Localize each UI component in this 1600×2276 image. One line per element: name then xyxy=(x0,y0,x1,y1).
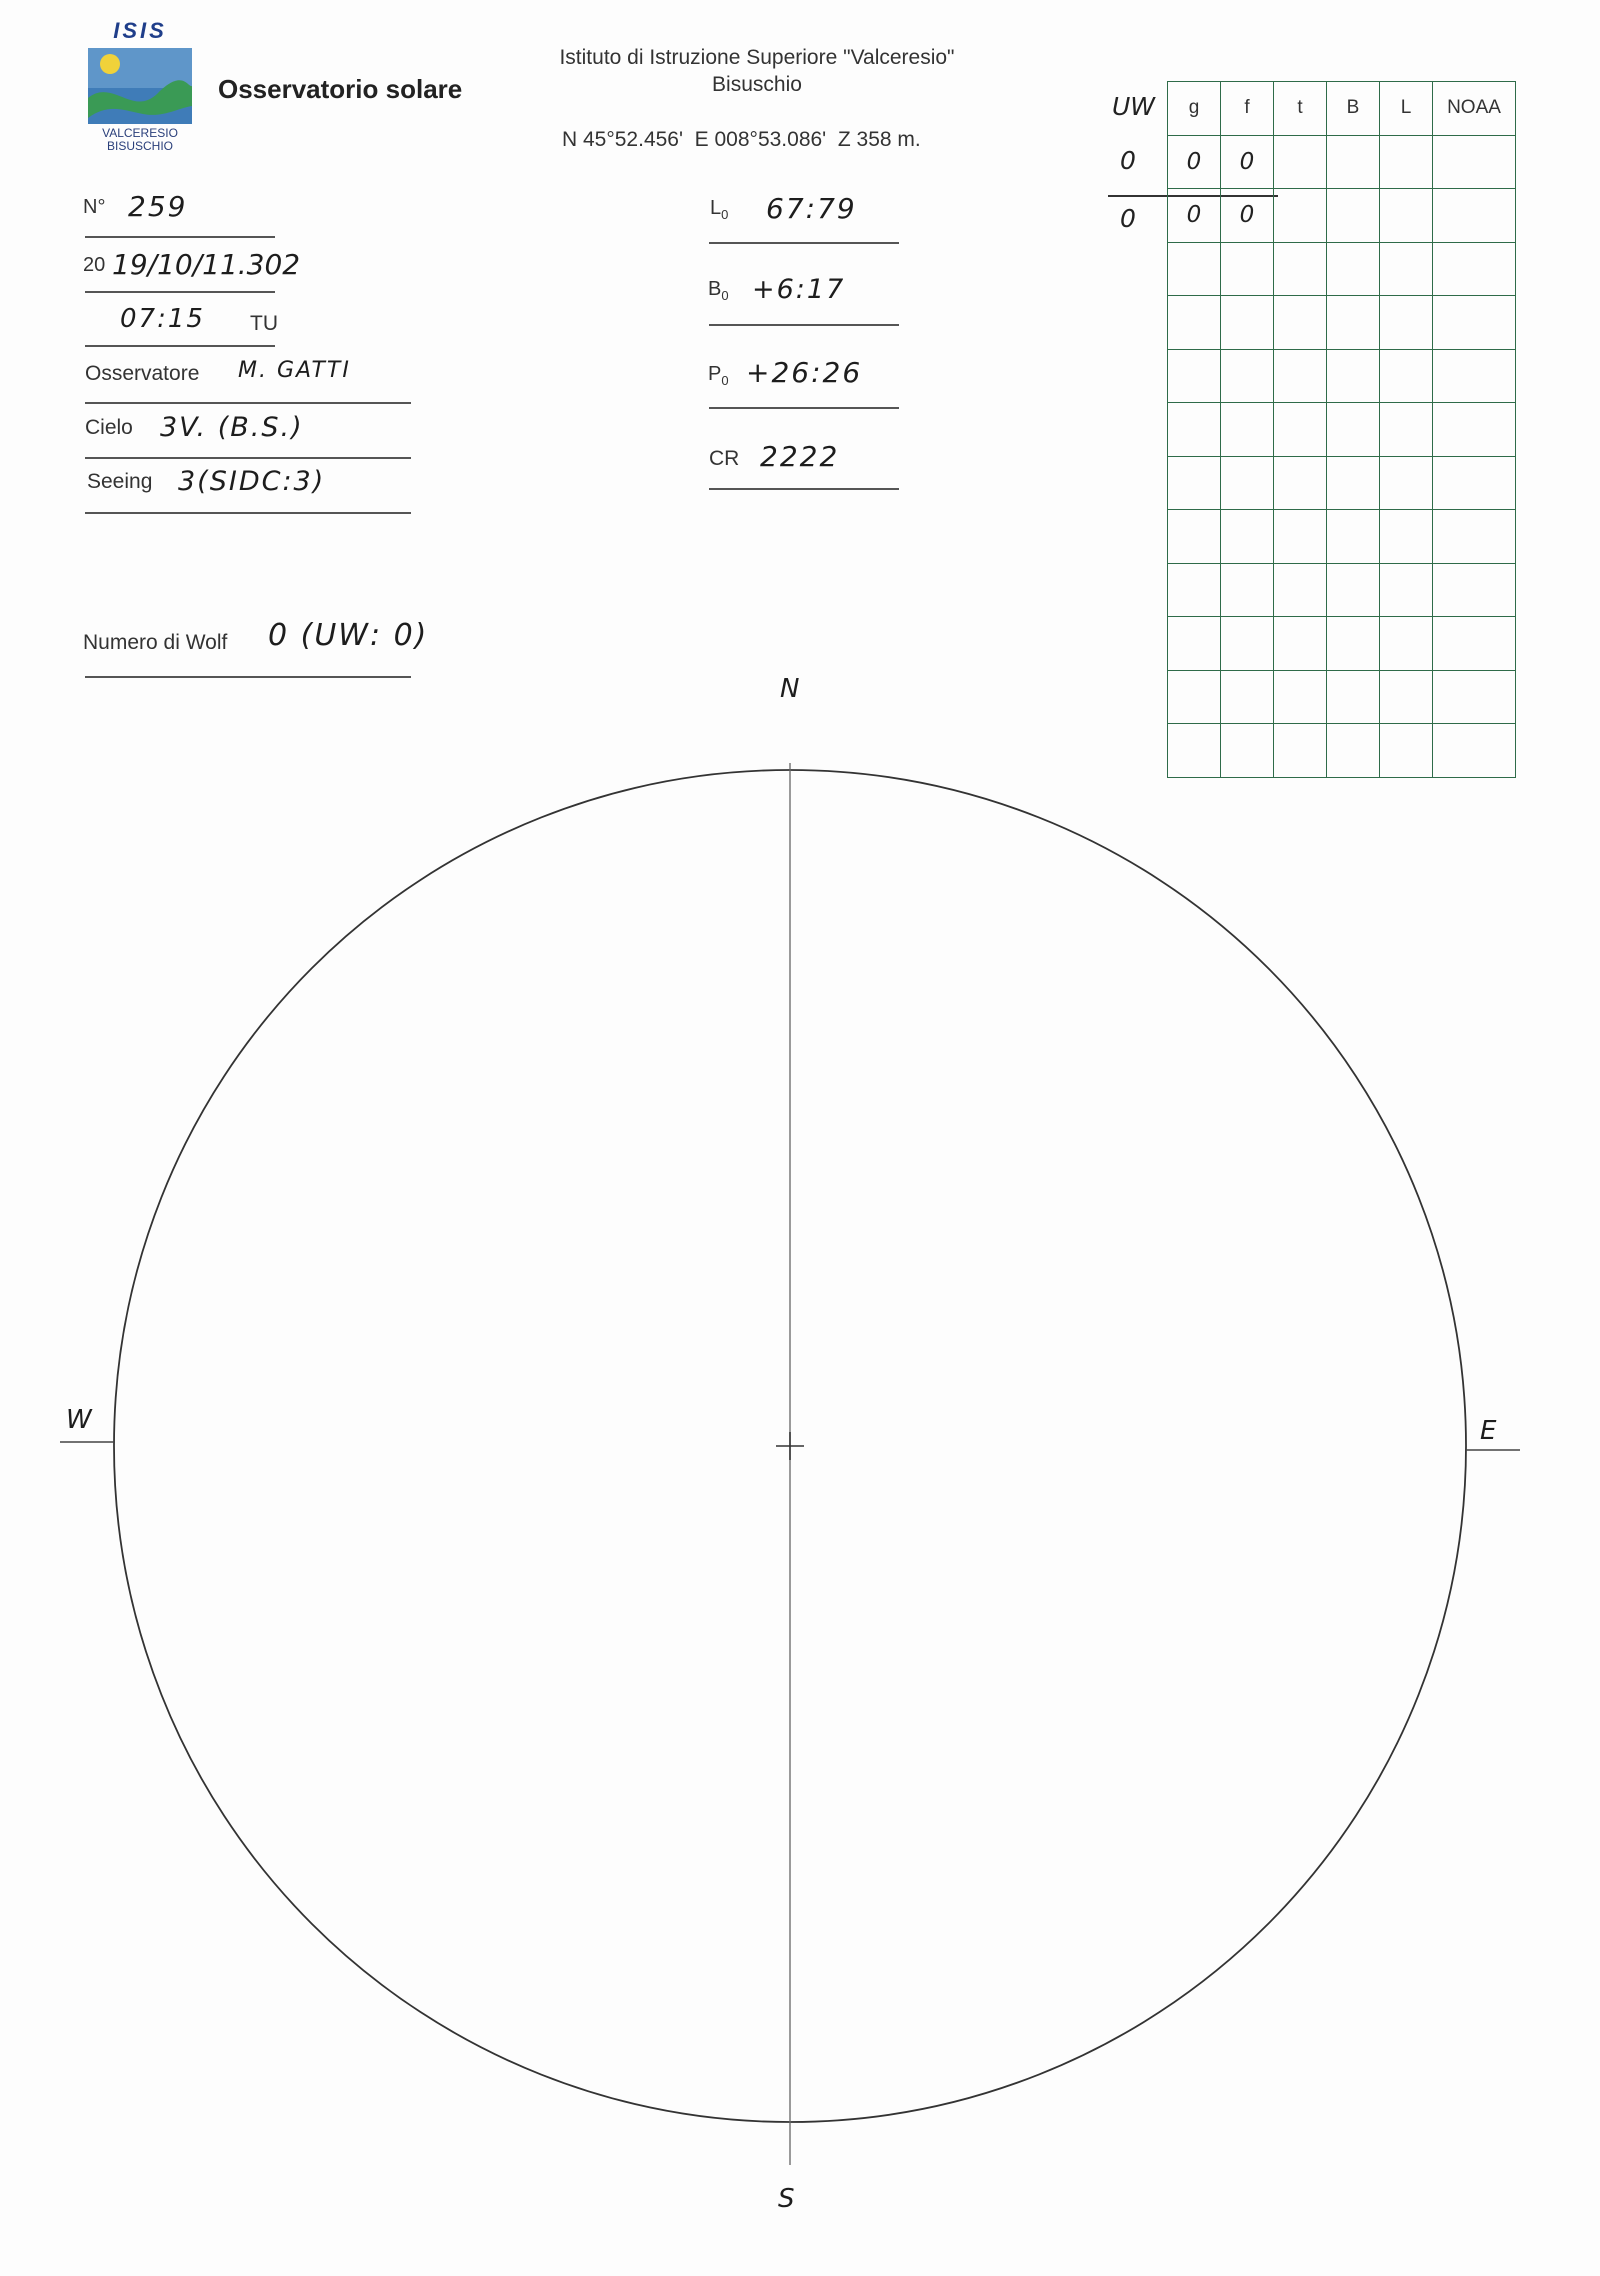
column-header-l: L xyxy=(1380,82,1433,136)
page-title: Osservatorio solare xyxy=(218,74,463,104)
north-label: N xyxy=(780,674,802,704)
p0-label: $P_0$ xyxy=(708,363,729,388)
sky-label: Cielo xyxy=(85,416,133,439)
uw-header: UW xyxy=(1112,92,1156,121)
column-header-g: g xyxy=(1168,82,1221,136)
date-value: 19/10/11.302 xyxy=(112,248,301,281)
south-label: S xyxy=(778,2184,797,2214)
institute-name: Istituto di Istruzione Superiore "Valceresio" Bisuschio xyxy=(559,46,955,96)
p0-value: +26:26 xyxy=(746,356,863,389)
seeing-label: Seeing xyxy=(87,470,153,493)
observer-label: Osservatore xyxy=(85,362,200,385)
number-value: 259 xyxy=(128,190,188,223)
uw-value-1: 0 xyxy=(1120,146,1136,175)
number-label: N° xyxy=(83,196,106,218)
b0-label: $B_0$ xyxy=(708,278,729,303)
logo-caption: VALCERESIO BISUSCHIO xyxy=(102,126,178,153)
wolf-value: 0 (UW: 0) xyxy=(268,618,429,653)
table-cell: 0 xyxy=(1221,189,1274,243)
time-value: 07:15 xyxy=(120,304,205,334)
cr-label: CR xyxy=(709,447,740,470)
wolf-label: Numero di Wolf xyxy=(83,631,228,654)
table-cell: 0 xyxy=(1221,135,1274,189)
date-prefix: 20 xyxy=(83,254,106,276)
l0-value: 67:79 xyxy=(766,192,857,225)
column-header-noaa: NOAA xyxy=(1433,82,1516,136)
column-header-b: B xyxy=(1327,82,1380,136)
sky-value: 3V. (B.S.) xyxy=(160,412,304,443)
column-header-t: t xyxy=(1274,82,1327,136)
logo-text: ISIS xyxy=(113,18,167,43)
seeing-value: 3(SIDC:3) xyxy=(178,466,326,497)
cr-value: 2222 xyxy=(760,440,840,473)
table-cell: 0 xyxy=(1168,135,1221,189)
west-label: W xyxy=(66,1405,94,1435)
b0-value: +6:17 xyxy=(752,274,846,305)
column-header-f: f xyxy=(1221,82,1274,136)
time-unit: TU xyxy=(250,312,278,335)
table-cell: 0 xyxy=(1168,189,1221,243)
east-label: E xyxy=(1480,1416,1499,1446)
observatory-coordinates: N 45°52.456' E 008°53.086' Z 358 m. xyxy=(562,128,921,151)
l0-label: $L_0$ xyxy=(710,197,729,222)
uw-value-2: 0 xyxy=(1120,204,1136,233)
observer-value: M. GATTI xyxy=(238,358,351,383)
